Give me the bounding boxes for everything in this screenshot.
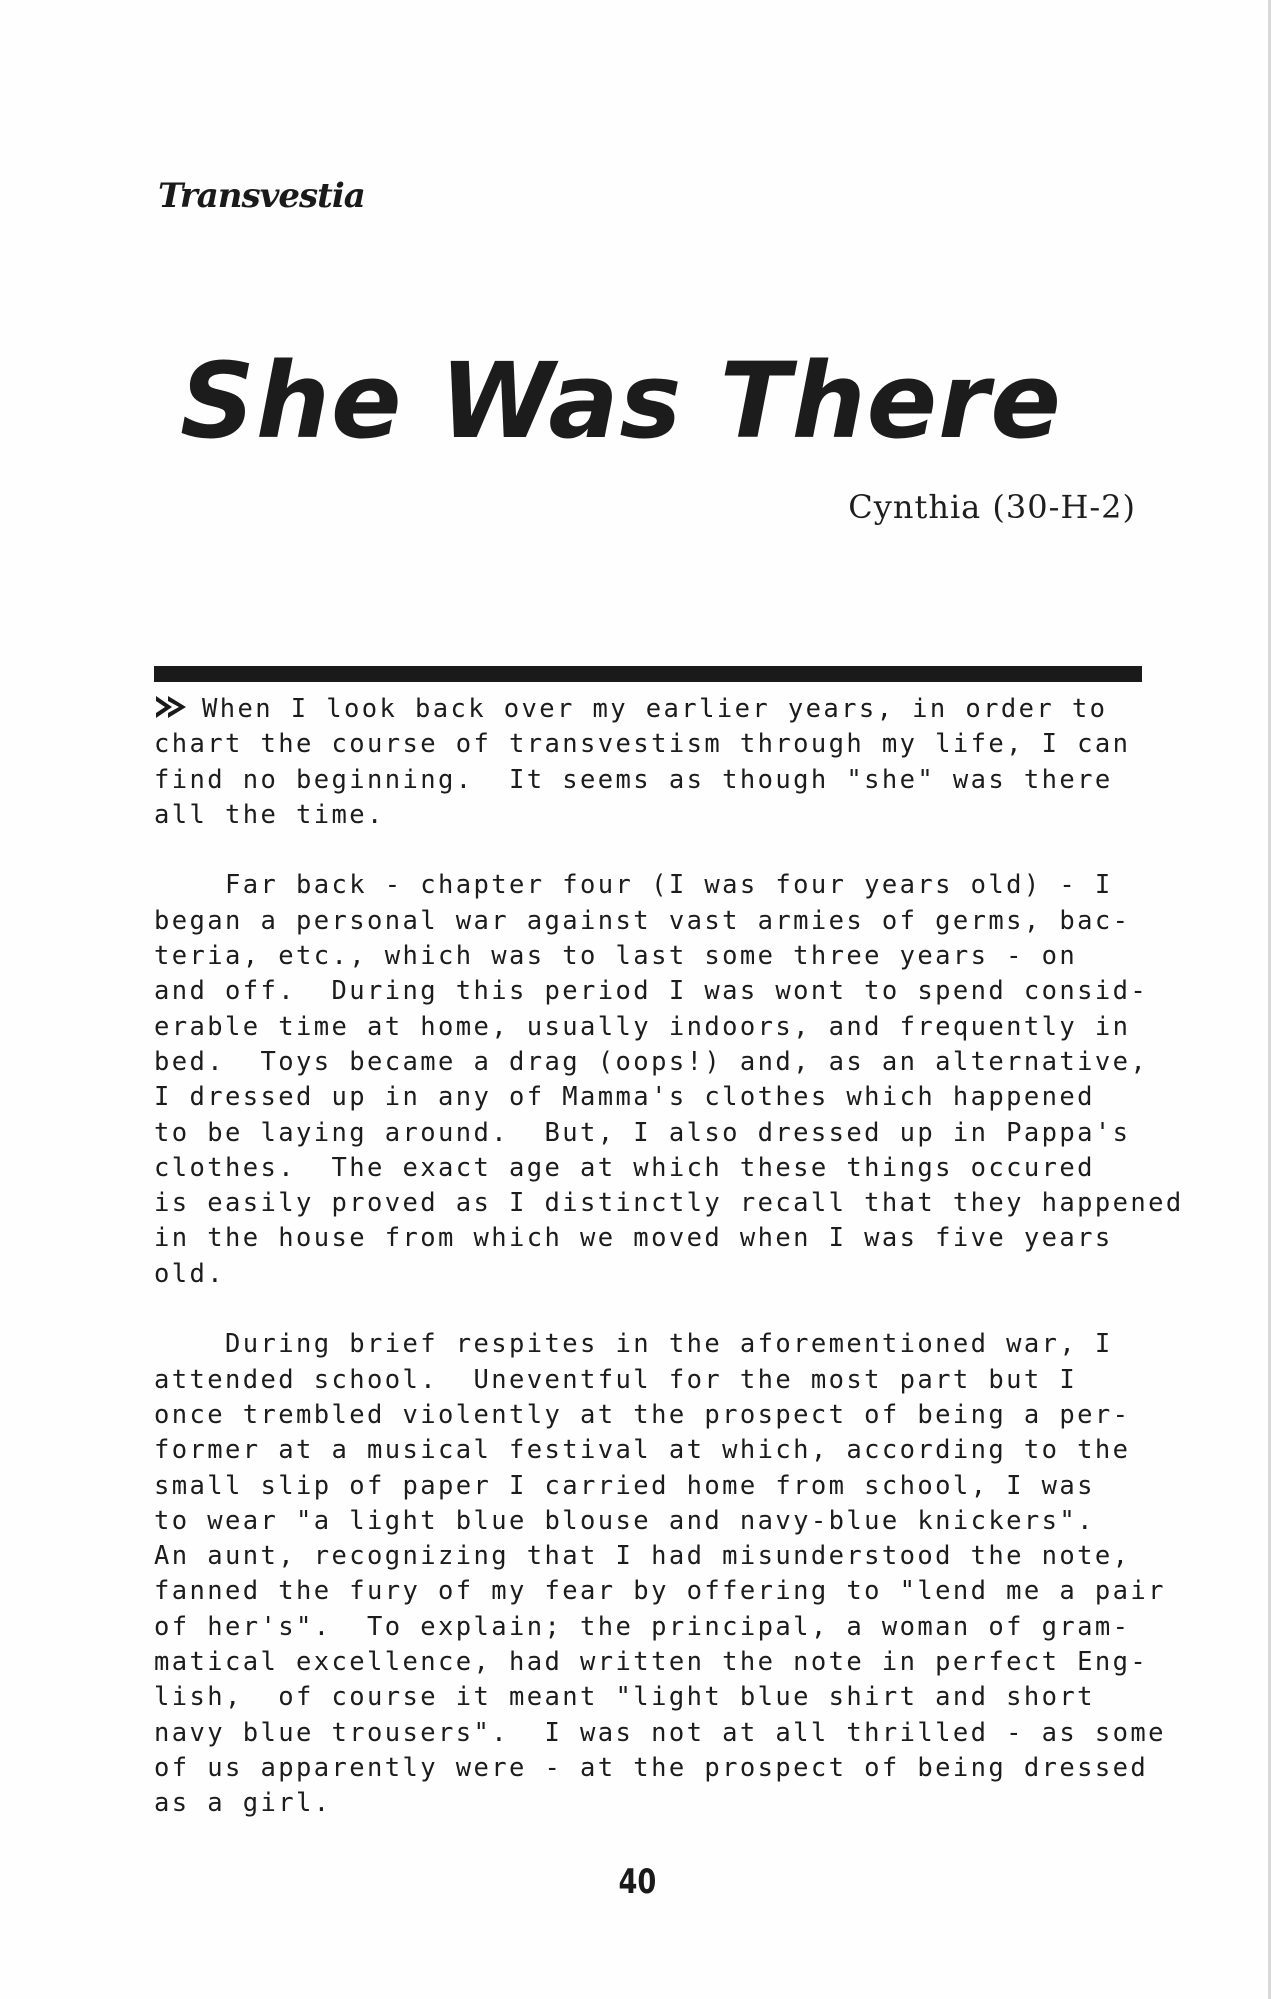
paragraph-line: to be laying around. But, I also dressed up in Pappa's [154,1117,1131,1148]
paragraph-line: lish, of course it meant "light blue shirt and short [154,1682,1095,1713]
paragraph-line: to wear "a light blue blouse and navy-blue knickers". [154,1505,1095,1536]
paragraph-line: is easily proved as I distinctly recall that they happened [154,1188,1184,1219]
paragraph-line: of her's". To explain; the principal, a woman of gram- [154,1611,1131,1642]
paragraph-line: find no beginning. It seems as though "she" was there [154,764,1113,795]
article-title: She Was There [180,340,1062,462]
paragraph-line: as a girl. [154,1788,332,1819]
article-byline: Cynthia (30-H-2) [848,488,1136,526]
paragraph-line: and off. During this period I was wont to spend consid- [154,976,1149,1007]
paragraph-line: Far back - chapter four (I was four years old) - I [154,870,1113,901]
paragraph-line: navy blue trousers". I was not at all thrilled - as some [154,1717,1166,1748]
paragraph-line: of us apparently were - at the prospect of being dressed [154,1752,1149,1783]
paragraph-line: all the time. [154,799,385,830]
paragraph-line: attended school. Uneventful for the most part but I [154,1364,1078,1395]
article-body [154,692,1194,1857]
running-header: Transvestia [158,176,365,216]
paragraph-line: matical excellence, had written the note in perfect Eng- [154,1647,1149,1678]
paragraph-3 [154,1327,1194,1821]
paragraph-1 [154,692,1194,833]
page-number: 40 [618,1862,657,1902]
paragraph-line: An aunt, recognizing that I had misunderstood the note, [154,1541,1131,1572]
paragraph-2 [154,868,1194,1292]
title-rule [154,666,1142,682]
paragraph-line: in the house from which we moved when I was five years [154,1223,1113,1254]
double-chevron-right-icon [154,694,188,720]
paragraph-line: began a personal war against vast armies of germs, bac- [154,905,1131,936]
paragraph-line: erable time at home, usually indoors, and frequently in [154,1011,1131,1042]
paragraph-line: bed. Toys became a drag (oops!) and, as an alternative, [154,1046,1149,1077]
paragraph-line: teria, etc., which was to last some three years - on [154,941,1078,972]
paragraph-line: I dressed up in any of Mamma's clothes which happened [154,1082,1095,1113]
paragraph-line [154,692,1194,727]
paragraph-line: clothes. The exact age at which these things occured [154,1152,1095,1183]
paragraph-line: During brief respites in the aforementioned war, I [154,1329,1113,1360]
paragraph-line: former at a musical festival at which, according to the [154,1435,1131,1466]
paragraph-line: small slip of paper I carried home from school, I was [154,1470,1095,1501]
paragraph-line-text: When I look back over my earlier years, in order to [202,694,1108,724]
paragraph-line: old. [154,1258,226,1289]
paragraph-line: fanned the fury of my fear by offering to "lend me a pair [154,1576,1166,1607]
paragraph-line: once trembled violently at the prospect of being a per- [154,1399,1131,1430]
paragraph-line: chart the course of transvestism through my life, I can [154,729,1131,760]
